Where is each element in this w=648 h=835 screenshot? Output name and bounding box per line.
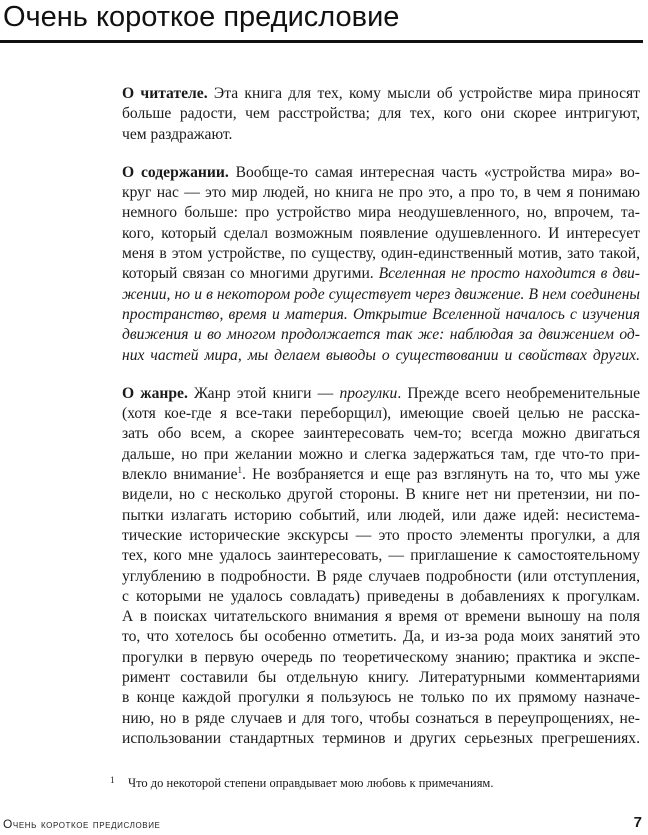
text-line [122, 346, 640, 366]
text-line [122, 325, 640, 345]
text-line [122, 183, 640, 203]
text-line [122, 163, 640, 183]
paragraph [122, 163, 640, 366]
text-line [122, 485, 640, 505]
italic-text: движения и во многом продолжается так же: наблюдая за движением од- [122, 326, 640, 344]
text-segment: кого, который сделал возможным появление одушевленного. И интересует [122, 224, 640, 242]
text-segment: с которыми не удалось совладать) приведены в добавлениях к прогулкам. [122, 587, 640, 605]
italic-text: пространство, время и материя. Открытие Вселенной началось с изучения [122, 305, 640, 323]
paragraph [122, 84, 640, 145]
paragraph-heading: О жанре. [122, 384, 188, 402]
text-segment: использовании стандартных терминов и других серьезных прегрешениях. [122, 729, 640, 747]
text-line [122, 668, 640, 688]
footnote [110, 771, 493, 792]
text-segment: (хотя кое-где я все-таки переборщил), имеющие своей целью не расска- [122, 405, 640, 423]
body-text [122, 84, 640, 767]
text-segment: Жанр этой книги — [187, 384, 340, 402]
text-segment: видели, но с несколько другой стороны. В книге нет ни претензии, ни по- [122, 486, 640, 504]
text-segment: то, что хотелось бы особенно отметить. Да, и из-за рода моих занятий это [122, 628, 640, 646]
text-segment: чем раздражают. [122, 125, 233, 143]
running-footer-title: Очень короткое предисловие [3, 817, 161, 831]
text-line [122, 526, 640, 546]
text-line [122, 627, 640, 647]
text-line [122, 424, 640, 444]
text-line [122, 546, 640, 566]
text-line [122, 709, 640, 729]
text-segment: прогулки в первую очередь по теоретическому знанию; практика и экспе- [122, 648, 640, 666]
text-line [122, 587, 640, 607]
text-segment: римент составили бы отдельную книгу. Литературными комментариями [122, 669, 640, 687]
text-line [122, 567, 640, 587]
text-segment: в конце каждой прогулки я пользуюсь не только по их прямому назначе- [122, 689, 640, 707]
text-line [122, 688, 640, 708]
title-rule [0, 40, 643, 43]
text-line [122, 104, 640, 124]
italic-text: прогулки [339, 384, 398, 402]
text-line [122, 84, 640, 104]
text-segment: зать обо всем, а скорее заинтересовать чем-то; всегда можно двигаться [122, 425, 640, 443]
text-segment: больше радости, чем расстройства; для тех, кого они скорее интригуют, [122, 105, 640, 123]
text-segment: углублению в подробности. В ряде случаев подробности (или отступления, [122, 567, 640, 585]
text-segment: немного больше: про устройство мира неодушевленного, но, впрочем, та- [122, 204, 640, 222]
text-segment: . Не возбраняется и еще раз взглянуть на то, что мы уже [242, 466, 640, 484]
text-segment: круг нас — это мир людей, но книга не про это, а про то, в чем я понимаю [122, 184, 640, 202]
italic-text: Вселенная не просто находится в дви- [378, 265, 640, 283]
footnote-reference: 1 [237, 465, 243, 476]
text-segment: который связан со многими другими. [122, 265, 379, 283]
text-segment: тех, кого мне удалось заинтересовать, — приглашение к самостоятельному [122, 547, 640, 565]
text-segment: А в поисках читательского внимания я время от времени выношу на поля [122, 608, 640, 626]
text-segment: влекло внимание [122, 466, 238, 484]
text-line [122, 125, 640, 145]
page-number: 7 [633, 814, 642, 831]
text-segment: Эта книга для тех, кому мысли об устройстве мира приносят [207, 85, 640, 102]
footnote-text: Что до некоторой степени оправдывает мою любовь к примечаниям. [128, 776, 494, 790]
italic-text: жении, но и в некотором роде существует через движение. В нем соединены [122, 285, 640, 303]
text-line [122, 729, 640, 749]
text-segment: меня в этом устройстве, по существу, один-единственный мотив, зато такой, [122, 245, 640, 263]
text-line [122, 465, 640, 485]
text-line [122, 506, 640, 526]
italic-text: них частей мира, мы делаем выводы о существовании и свойствах других. [122, 346, 640, 364]
footnote-mark: 1 [110, 775, 115, 785]
text-line [122, 224, 640, 244]
text-segment: нию, но в ряде случаев и для того, чтобы сознаться в переупрощениях, не- [122, 709, 640, 727]
page-title: Очень короткое предисловие [3, 1, 400, 33]
text-segment: Вообще-то самая интересная часть «устройства мира» во- [228, 163, 640, 181]
text-segment: пытки излагать историю событий, или людей, или даже идей: несистема- [122, 506, 640, 524]
text-line [122, 607, 640, 627]
text-line [122, 285, 640, 305]
text-segment: дальше, но при желании можно и слегка задержаться там, где что-то при- [122, 445, 640, 463]
text-line [122, 264, 640, 284]
text-segment: . Прежде всего необременительные [397, 384, 641, 402]
text-line [122, 244, 640, 264]
paragraph-heading: О содержании. [122, 163, 229, 181]
text-line [122, 404, 640, 424]
paragraph [122, 384, 640, 749]
text-line [122, 445, 640, 465]
text-line [122, 203, 640, 223]
text-line [122, 384, 640, 404]
text-line [122, 648, 640, 668]
text-line [122, 305, 640, 325]
paragraph-heading: О читателе. [122, 85, 208, 102]
text-segment: тические исторические экскурсы — это просто элементы прогулки, а для [122, 526, 640, 544]
